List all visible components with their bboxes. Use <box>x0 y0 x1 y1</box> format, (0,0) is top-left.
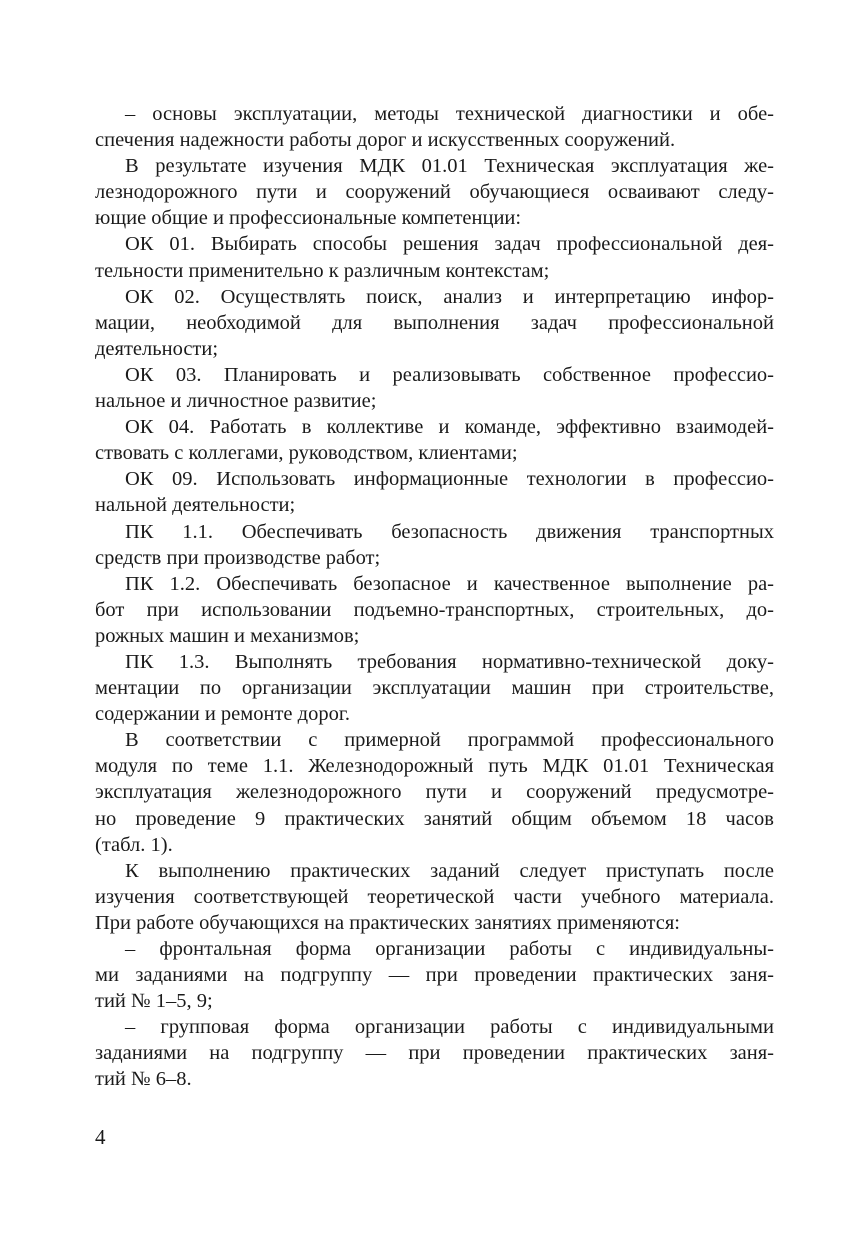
paragraph <box>95 231 774 283</box>
paragraph <box>95 466 774 518</box>
text-line: нальное и личностное развитие; <box>95 390 377 413</box>
text-line: тий № 1–5, 9; <box>95 990 213 1013</box>
paragraph <box>95 649 774 727</box>
text-line: ствовать с коллегами, руководством, клиентами; <box>95 442 518 465</box>
text-line: ОК 03. Планировать и реализовывать собственное профессио- <box>125 363 774 386</box>
text-line: но проведение 9 практических занятий общим объемом 18 часов <box>95 807 774 830</box>
paragraph <box>95 519 774 571</box>
text-line: – групповая форма организации работы с индивидуальными <box>125 1016 774 1039</box>
text-line: ми заданиями на подгруппу — при проведении практических заня- <box>95 964 774 987</box>
text-line: К выполнению практических заданий следует приступать после <box>125 859 774 882</box>
paragraph <box>95 858 774 936</box>
text-line: ОК 01. Выбирать способы решения задач профессиональной дея- <box>125 233 774 256</box>
paragraph <box>95 1014 774 1092</box>
text-line: ющие общие и профессиональные компетенции: <box>95 207 522 230</box>
text-line: (табл. 1). <box>95 833 173 856</box>
paragraph <box>95 101 774 153</box>
paragraph <box>95 284 774 362</box>
text-line: – основы эксплуатации, методы технической диагностики и обе- <box>125 103 774 125</box>
text-line: рожных машин и механизмов; <box>95 624 360 647</box>
paragraph <box>95 153 774 231</box>
paragraph <box>95 362 774 414</box>
text-line: ПК 1.2. Обеспечивать безопасное и качественное выполнение ра- <box>125 572 774 595</box>
text-line: модуля по теме 1.1. Железнодорожный путь МДК 01.01 Техническая <box>95 755 774 778</box>
text-line: ОК 09. Использовать информационные технологии в профессио- <box>125 468 774 491</box>
page-number: 4 <box>95 1125 106 1149</box>
text-line: ментации по организации эксплуатации машин при строительстве, <box>95 677 774 700</box>
text-line: тий № 6–8. <box>95 1068 192 1091</box>
paragraph <box>95 571 774 649</box>
text-line: содержании и ремонте дорог. <box>95 703 351 726</box>
text-line: лезнодорожного пути и сооружений обучающиеся осваивают следу- <box>95 181 774 204</box>
text-line: В соответствии с примерной программой профессионального <box>125 729 774 752</box>
text-line: изучения соответствующей теоретической части учебного материала. <box>95 885 774 908</box>
text-line: спечения надежности работы дорог и искусственных сооружений. <box>95 129 676 152</box>
paragraph <box>95 936 774 1014</box>
text-line: нальной деятельности; <box>95 494 296 517</box>
paragraph <box>95 727 774 857</box>
text-line: бот при использовании подъемно-транспортных, строительных, до- <box>95 598 774 621</box>
text-line: тельности применительно к различным контекстам; <box>95 259 550 282</box>
text-line: ОК 04. Работать в коллективе и команде, эффективно взаимодей- <box>125 416 774 439</box>
text-line: средств при производстве работ; <box>95 546 381 569</box>
text-line: мации, необходимой для выполнения задач профессиональной <box>95 311 774 334</box>
text-line: ПК 1.1. Обеспечивать безопасность движения транспортных <box>125 520 774 543</box>
text-line: эксплуатация железнодорожного пути и сооружений предусмотре- <box>95 781 774 804</box>
text-line: При работе обучающихся на практических занятиях применяются: <box>95 911 680 934</box>
paragraph <box>95 414 774 466</box>
text-line: ПК 1.3. Выполнять требования нормативно-технической доку- <box>125 650 774 673</box>
text-line: ОК 02. Осуществлять поиск, анализ и интерпретацию инфор- <box>125 285 774 308</box>
text-line: деятельности; <box>95 337 219 360</box>
text-line: В результате изучения МДК 01.01 Техническая эксплуатация же- <box>125 155 774 178</box>
text-line: заданиями на подгруппу — при проведении практических заня- <box>95 1042 774 1065</box>
page-body <box>95 101 774 1093</box>
text-line: – фронтальная форма организации работы с индивидуальны- <box>125 938 774 960</box>
